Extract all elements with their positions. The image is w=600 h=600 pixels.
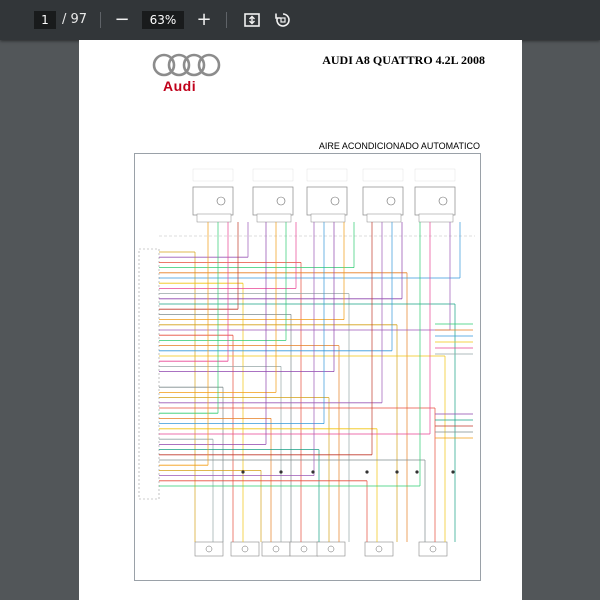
connector-block (367, 214, 401, 222)
wiring-diagram-drawing (135, 154, 480, 580)
module-label-area (253, 169, 293, 181)
bottom-sensor-box (195, 542, 223, 556)
connector-block (257, 214, 291, 222)
module-label-area (415, 169, 455, 181)
pdf-page (79, 40, 522, 600)
bottom-sensor-box (290, 542, 318, 556)
bottom-sensor-box (231, 542, 259, 556)
zoom-out-button[interactable]: − (114, 9, 130, 30)
splice-point (241, 470, 244, 473)
rotate-icon (271, 8, 295, 32)
page-separator: / (62, 12, 67, 27)
splice-point (311, 470, 314, 473)
control-module-block (139, 249, 159, 499)
top-module-box (363, 187, 403, 215)
module-label-area (363, 169, 403, 181)
page-count (62, 11, 87, 29)
zoom-level-input[interactable]: 63% (142, 11, 184, 29)
fit-page-icon (240, 8, 264, 32)
bottom-sensor-box (419, 542, 447, 556)
top-module-box (307, 187, 347, 215)
zoom-in-button[interactable]: + (196, 9, 212, 30)
rotate-button[interactable] (271, 8, 295, 32)
splice-point (415, 470, 418, 473)
top-module-box (415, 187, 455, 215)
bottom-sensor-box (317, 542, 345, 556)
splice-point (451, 470, 454, 473)
current-page-input[interactable]: 1 (34, 11, 56, 29)
total-pages: 97 (70, 12, 88, 27)
top-module-box (253, 187, 293, 215)
diagram-title: AIRE ACONDICIONADO AUTOMATICO (318, 141, 480, 151)
toolbar-divider (100, 12, 101, 28)
module-label-area (193, 169, 233, 181)
module-label-area (307, 169, 347, 181)
splice-point (279, 470, 282, 473)
connector-block (197, 214, 231, 222)
top-module-box (193, 187, 233, 215)
brand-wordmark: Audi (163, 78, 197, 94)
toolbar-divider (226, 12, 227, 28)
wiring-diagram (134, 153, 481, 581)
fit-page-button[interactable] (240, 8, 264, 32)
document-viewer[interactable] (0, 40, 600, 600)
bottom-sensor-box (262, 542, 290, 556)
connector-block (311, 214, 345, 222)
pdf-toolbar (0, 0, 600, 40)
splice-point (365, 470, 368, 473)
document-title: AUDI A8 QUATTRO 4.2L 2008 (322, 53, 485, 67)
splice-point (395, 470, 398, 473)
bottom-sensor-box (365, 542, 393, 556)
connector-block (419, 214, 453, 222)
